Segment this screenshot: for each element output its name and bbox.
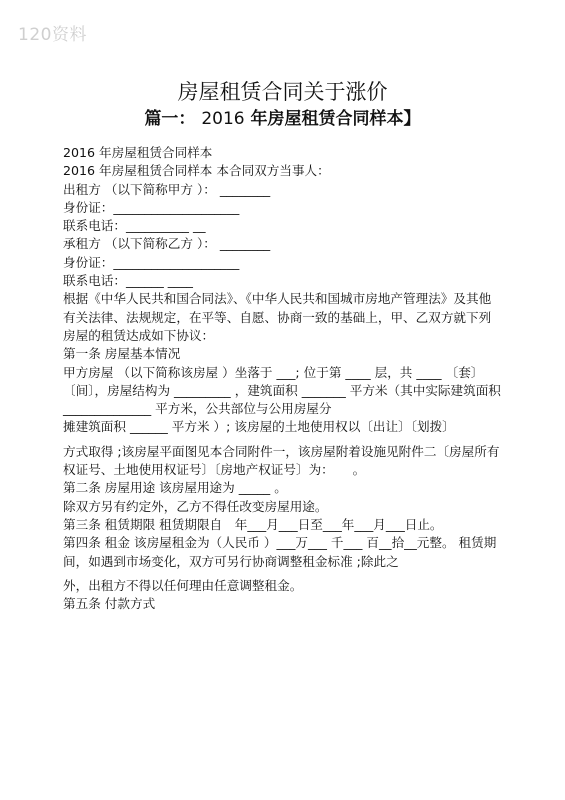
document-title: 房屋租赁合同关于涨价 <box>177 80 388 104</box>
body-line: 身份证：____________________ <box>63 254 240 270</box>
body-line: 第五条 付款方式 <box>63 596 156 612</box>
body-line: 联系电话：__________ __ <box>63 218 206 234</box>
body-line: 外，出租方不得以任何理由任意调整租金。 <box>63 577 303 593</box>
body-line: 2016 年房屋租赁合同样本 <box>63 145 213 160</box>
body-line: 除双方另有约定外，乙方不得任改变房屋用途。 <box>63 498 328 514</box>
watermark: 120资料 <box>18 25 87 45</box>
body-line: 联系电话：______ ____ <box>63 273 193 289</box>
document-body <box>63 144 503 613</box>
body-line: 第三条 租赁期限 租赁期限自 年___月___日至___年___月___日止。 <box>63 516 443 532</box>
body-line: 承租方 （以下简称乙方 ）： ________ <box>63 236 271 252</box>
body-line: 第二条 房屋用途 该房屋用途为 _____ 。 <box>63 480 287 496</box>
body-line: 甲方房屋 （以下简称该房屋 ）坐落于 ___; 位于第 ____ 层，共 ____ 〔套〕〔间〕，房屋结构为 _________ ，建筑面积 _______ 平方米（其中实际建筑面积 ______________ 平方米，公共部位与公用房屋分 <box>63 364 505 417</box>
body-line: 2016 年房屋租赁合同样本 本合同双方当事人： <box>63 163 330 179</box>
body-line: 出租方 （以下简称甲方 ）： ________ <box>63 181 271 197</box>
subtitle-prefix: 篇一： <box>144 109 196 129</box>
subtitle-suffix: 年房屋租赁合同样本】 <box>250 109 421 129</box>
body-line: 根据《中华人民共和国合同法》、《中华人民共和国城市房地产管理法》及其他有关法律、法规规定，在平等、自愿、协商一致的基础上，甲、乙双方就下列房屋的租赁达成如下协议： <box>63 291 492 343</box>
subtitle-year: 2016 <box>201 109 245 129</box>
body-line: 方式取得 ;该房屋平面图见本合同附件一，该房屋附着设施见附件二〔房屋所有权证号、土地使用权证号〕〔房地产权证号〕为： 。 <box>63 443 500 478</box>
body-line: 身份证：____________________ <box>63 199 240 215</box>
body-line: 第一条 房屋基本情况 <box>63 346 181 362</box>
body-line: 第四条 租金 该房屋租金为（人民币 ）___万___ 千___ 百__拾__元整。 租赁期间，如遇到市场变化，双方可另行协商调整租金标准 ;除此之 <box>63 535 497 569</box>
document-subtitle <box>0 104 565 129</box>
body-line: 摊建筑面积 ______ 平方米 ）; 该房屋的土地使用权以〔出让〕〔划拨〕 <box>63 419 455 435</box>
